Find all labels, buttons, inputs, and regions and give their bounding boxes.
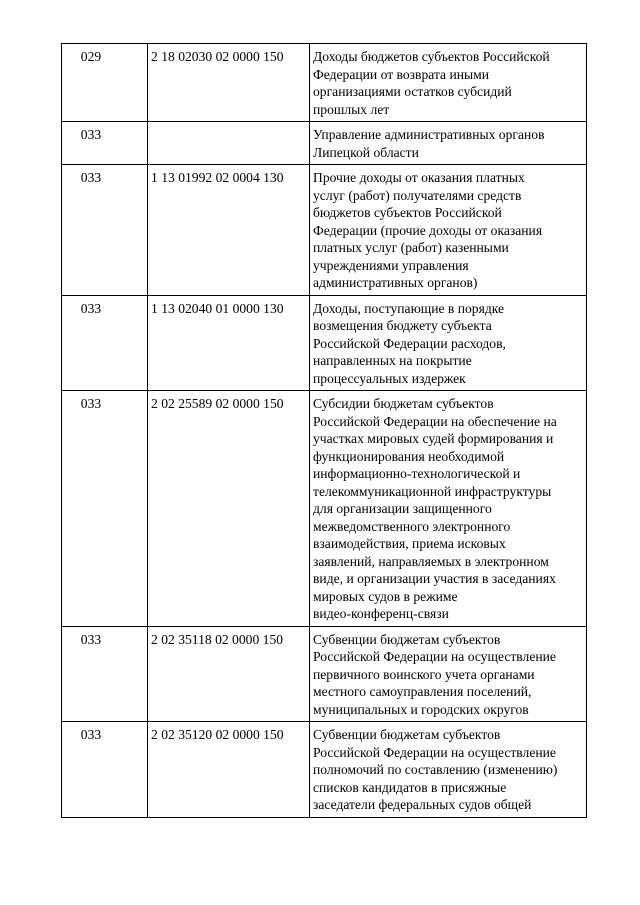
revenue-name-line: видео-конференц-связи bbox=[313, 606, 449, 621]
revenue-name-line: межведомственного электронного bbox=[313, 518, 511, 534]
revenue-name-line: Российской Федерации на осуществление bbox=[313, 744, 556, 760]
revenue-name-line: платных услуг (работ) казенными bbox=[313, 240, 509, 255]
table-row bbox=[62, 391, 587, 627]
revenue-name-cell bbox=[310, 722, 587, 818]
budget-classification-code-cell: 1 13 01992 02 0004 130 bbox=[148, 165, 310, 296]
budget-classification-code-cell bbox=[148, 122, 310, 165]
revenue-name-line: направленных на покрытие bbox=[313, 353, 472, 368]
revenue-name-line: административных органов) bbox=[313, 275, 478, 290]
revenue-name-line: функционирования необходимой bbox=[313, 448, 505, 464]
table-row bbox=[62, 165, 587, 296]
revenue-name-line: организациями остатков субсидий bbox=[313, 84, 512, 99]
revenue-name-line: Федерации от возврата иными bbox=[313, 66, 490, 82]
revenue-name-line: заседатели федеральных судов общей bbox=[313, 797, 532, 812]
revenue-name-line: взаимодействия, приема исковых bbox=[313, 536, 506, 551]
table-row bbox=[62, 44, 587, 122]
revenue-name-line: учреждениями управления bbox=[313, 257, 469, 273]
admin-code-cell: 033 bbox=[62, 626, 148, 722]
budget-classification-code-cell: 2 18 02030 02 0000 150 bbox=[148, 44, 310, 122]
admin-code-cell: 033 bbox=[62, 165, 148, 296]
revenue-name-line: Российской Федерации на обеспечение на bbox=[313, 413, 557, 429]
budget-classification-code-cell: 2 02 35120 02 0000 150 bbox=[148, 722, 310, 818]
revenue-name-line: информационно-технологической и bbox=[313, 466, 521, 481]
table-row bbox=[62, 122, 587, 165]
revenue-name-line: местного самоуправления поселений, bbox=[313, 684, 532, 699]
revenue-name-line: виде, и организации участия в заседаниях bbox=[313, 571, 556, 586]
revenue-name-cell bbox=[310, 391, 587, 627]
revenue-name-line: возмещения бюджету субъекта bbox=[313, 318, 492, 333]
budget-classification-code-cell: 2 02 25589 02 0000 150 bbox=[148, 391, 310, 627]
revenue-name-line: бюджетов субъектов Российской bbox=[313, 205, 502, 220]
admin-code-cell: 029 bbox=[62, 44, 148, 122]
revenue-name-line: Прочие доходы от оказания платных bbox=[313, 170, 525, 185]
revenue-name-line: мировых судов в режиме bbox=[313, 588, 458, 604]
revenue-name-cell bbox=[310, 44, 587, 122]
revenue-name-line: Доходы, поступающие в порядке bbox=[313, 300, 505, 316]
budget-classification-code-cell: 1 13 02040 01 0000 130 bbox=[148, 295, 310, 391]
table-row bbox=[62, 722, 587, 818]
revenue-name-line: Субсидии бюджетам субъектов bbox=[313, 396, 494, 411]
revenue-name-cell bbox=[310, 122, 587, 165]
budget-revenue-table bbox=[61, 43, 587, 818]
revenue-name-line: процессуальных издержек bbox=[313, 370, 466, 386]
revenue-name-line: Федерации (прочие доходы от оказания bbox=[313, 222, 543, 238]
table-row bbox=[62, 295, 587, 391]
admin-code-cell: 033 bbox=[62, 722, 148, 818]
revenue-name-line: первичного воинского учета органами bbox=[313, 666, 535, 682]
revenue-name-line: участках мировых судей формирования и bbox=[313, 431, 554, 446]
revenue-name-line: списков кандидатов в присяжные bbox=[313, 779, 507, 795]
table-row bbox=[62, 626, 587, 722]
revenue-name-line: Липецкой области bbox=[313, 144, 419, 160]
revenue-name-line: Доходы бюджетов субъектов Российской bbox=[313, 49, 550, 64]
admin-code-cell: 033 bbox=[62, 295, 148, 391]
revenue-name-line: телекоммуникационной инфраструктуры bbox=[313, 483, 552, 499]
revenue-name-cell bbox=[310, 626, 587, 722]
revenue-name-cell bbox=[310, 165, 587, 296]
revenue-name-line: для организации защищенного bbox=[313, 501, 492, 516]
budget-classification-code-cell: 2 02 35118 02 0000 150 bbox=[148, 626, 310, 722]
table-body bbox=[62, 44, 587, 818]
revenue-name-line: полномочий по составлению (изменению) bbox=[313, 762, 558, 777]
revenue-name-line: Российской Федерации на осуществление bbox=[313, 649, 556, 664]
revenue-name-line: Управление административных органов bbox=[313, 127, 545, 142]
revenue-name-line: услуг (работ) получателями средств bbox=[313, 187, 522, 203]
revenue-name-line: прошлых лет bbox=[313, 101, 390, 117]
revenue-name-cell bbox=[310, 295, 587, 391]
revenue-name-line: муниципальных и городских округов bbox=[313, 701, 529, 717]
admin-code-cell: 033 bbox=[62, 122, 148, 165]
revenue-name-line: Субвенции бюджетам субъектов bbox=[313, 631, 501, 647]
admin-code-cell: 033 bbox=[62, 391, 148, 627]
revenue-name-line: Субвенции бюджетам субъектов bbox=[313, 727, 501, 742]
revenue-name-line: Российской Федерации расходов, bbox=[313, 335, 506, 351]
revenue-name-line: заявлений, направляемых в электронном bbox=[313, 553, 549, 569]
